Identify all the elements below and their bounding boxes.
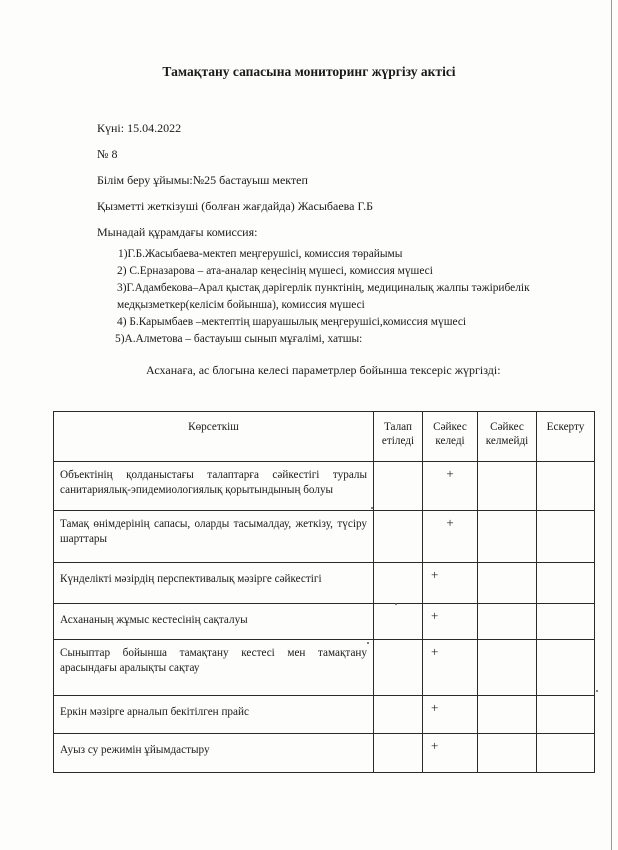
table-header-row — [54, 412, 595, 462]
noncompliant-cell — [478, 604, 537, 640]
organization-line: Білім беру ұйымы:№25 бастауыш мектеп — [97, 173, 308, 187]
table-row — [54, 734, 595, 773]
compliant-cell: + — [423, 511, 478, 563]
page-edge — [611, 0, 612, 850]
noncompliant-cell — [478, 640, 537, 696]
header-required: Талап етіледі — [374, 412, 423, 462]
required-cell — [374, 604, 423, 640]
commission-member-continued: медқызметкер(келісім бойынша), комиссия мүшесі — [117, 299, 365, 311]
scan-speck — [596, 690, 598, 692]
table-row — [54, 640, 595, 696]
compliant-cell: + — [423, 640, 478, 696]
commission-member: 2) С.Ерназарова – ата-аналар кеңесінің мүшесі, комиссия мүшесі — [117, 265, 433, 277]
compliant-cell: + — [423, 734, 478, 773]
inspection-intro: Асханаға, ас блогына келесі параметрлер бойынша тексеріс жүргізді: — [146, 363, 501, 377]
header-indicator: Көрсеткіш — [54, 412, 374, 462]
scan-speck — [395, 603, 397, 605]
header-noncompliant: Сәйкес келмейді — [478, 412, 537, 462]
noncompliant-cell — [478, 734, 537, 773]
note-cell — [537, 563, 595, 604]
header-note: Ескерту — [537, 412, 595, 462]
indicator-cell: Объектінің қолданыстағы талаптарға сәйкестігі туралы санитариялық-эпидемиологиялық қорытындының болуы — [54, 462, 374, 511]
noncompliant-cell — [478, 696, 537, 734]
table-row — [54, 511, 595, 563]
compliant-cell: + — [423, 462, 478, 511]
commission-heading: Мынадай құрамдағы комиссия: — [97, 225, 258, 239]
required-cell — [374, 563, 423, 604]
commission-member: 1)Г.Б.Жасыбаева-мектеп меңгерушісі, комиссия төрайымы — [118, 248, 403, 260]
required-cell — [374, 462, 423, 511]
indicator-cell: Тамақ өнімдерінің сапасы, оларды тасымалдау, жеткізу, түсіру шарттары — [54, 511, 374, 563]
monitoring-table — [53, 411, 595, 773]
commission-member: 4) Б.Карымбаев –мектептің шаруашылық меңгерушісі,комиссия мүшесі — [117, 316, 467, 328]
indicator-cell: Асхананың жұмыс кестесінің сақталуы — [54, 604, 374, 640]
scan-speck — [371, 507, 373, 509]
compliant-cell: + — [423, 604, 478, 640]
document-title: Тамақтану сапасына мониторинг жүргізу актісі — [162, 64, 456, 79]
required-cell — [374, 734, 423, 773]
required-cell — [374, 696, 423, 734]
compliant-cell: + — [423, 696, 478, 734]
note-cell — [537, 462, 595, 511]
indicator-cell: Ауыз су режимін ұйымдастыру — [54, 734, 374, 773]
indicator-cell: Сыныптар бойынша тамақтану кестесі мен тамақтану арасындағы аралықты сақтау — [54, 640, 374, 696]
table-row — [54, 696, 595, 734]
note-cell — [537, 734, 595, 773]
date-line: Күні: 15.04.2022 — [97, 121, 182, 135]
compliant-cell: + — [423, 563, 478, 604]
required-cell — [374, 640, 423, 696]
note-cell — [537, 604, 595, 640]
table-row — [54, 462, 595, 511]
commission-member: 5)А.Алметова – бастауыш сынып мұғалімі, хатшы: — [115, 333, 363, 345]
note-cell — [537, 640, 595, 696]
number-line: № 8 — [97, 147, 118, 161]
scan-speck — [367, 642, 369, 644]
header-compliant: Сәйкес келеді — [423, 412, 478, 462]
table-row — [54, 563, 595, 604]
supplier-line: Қызметті жеткізуші (болған жағдайда) Жасыбаева Г.Б — [97, 199, 373, 213]
required-cell — [374, 511, 423, 563]
note-cell — [537, 511, 595, 563]
commission-member: 3)Г.Адамбекова–Арал қыстақ дәрігерлік пунктінің, медициналық жалпы тәжірибелік — [117, 282, 530, 294]
noncompliant-cell — [478, 511, 537, 563]
noncompliant-cell — [478, 563, 537, 604]
note-cell — [537, 696, 595, 734]
table-row — [54, 604, 595, 640]
noncompliant-cell — [478, 462, 537, 511]
indicator-cell: Күнделікті мәзірдің перспективалық мәзірге сәйкестігі — [54, 563, 374, 604]
indicator-cell: Еркін мәзірге арналып бекітілген прайс — [54, 696, 374, 734]
